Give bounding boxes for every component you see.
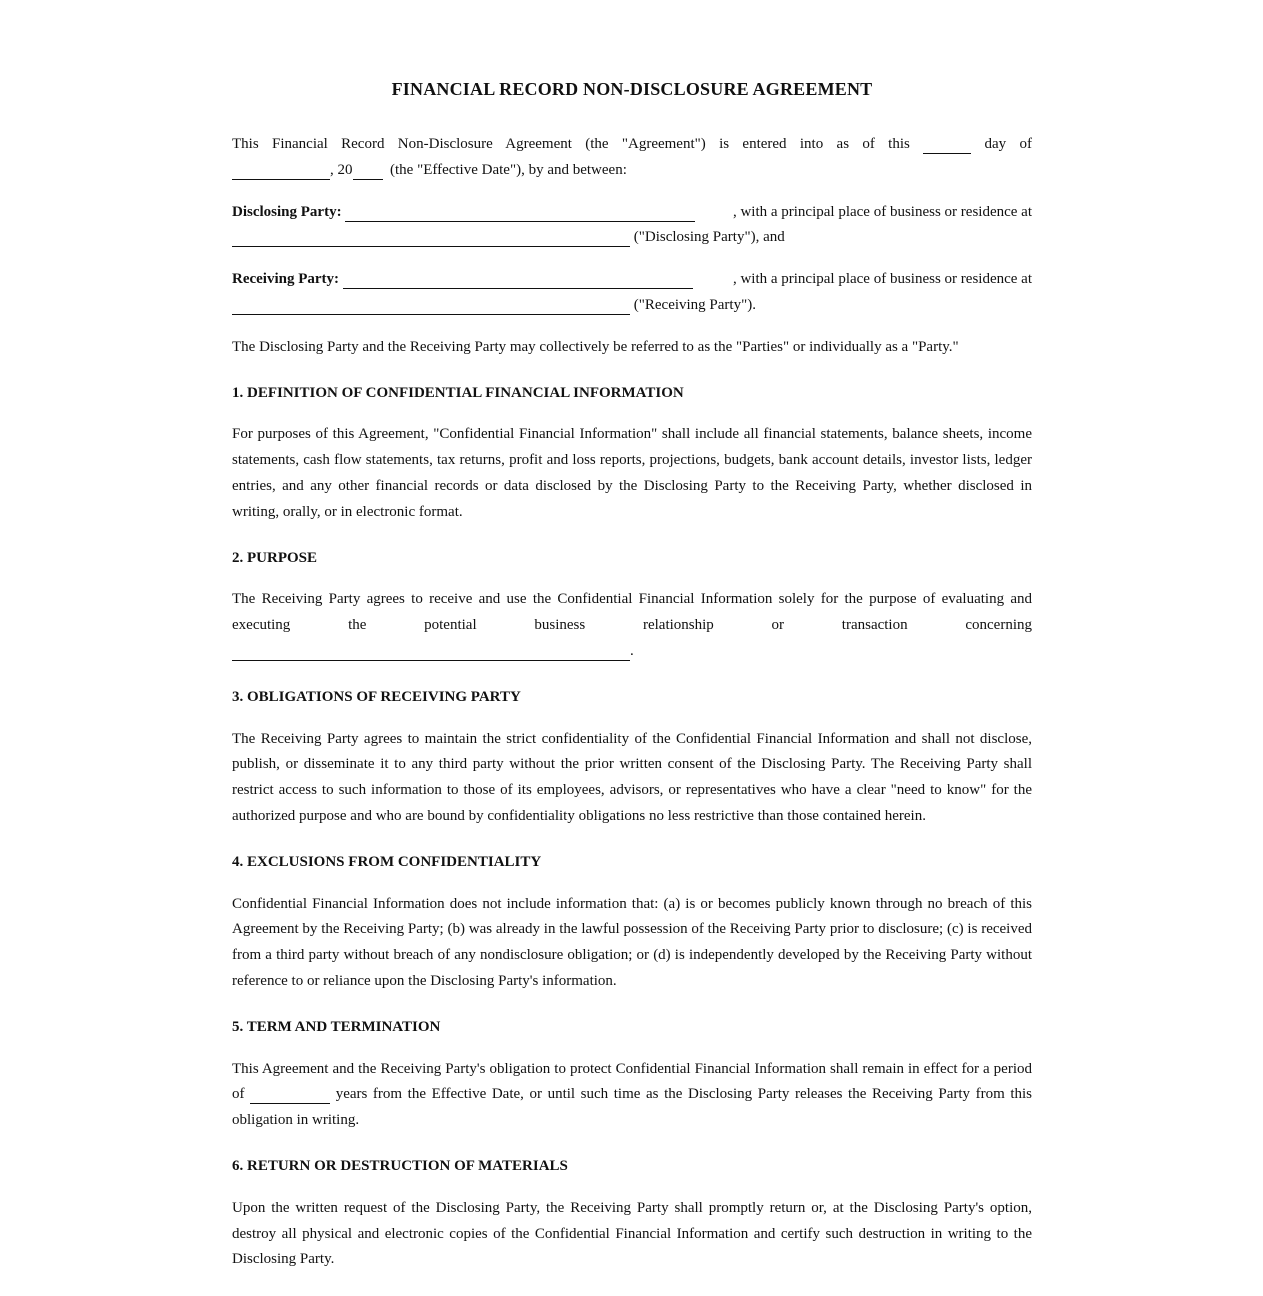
receiving-party-block [232,267,1032,319]
document-content [232,76,1032,1273]
month-blank[interactable] [232,159,330,180]
section-4-body: Confidential Financial Information does not include information that: (a) is or becomes publicly known through no breach of this Agreement by the Receiving Party; (b) was already in the lawful possession of the Receiving Party prior to disclosure; (c) is received from a third party without breach of any nondisclosure obligation; or (d) is independently developed by the Receiving Party without reference to or reliance upon the Disclosing Party's information. [232,895,1032,989]
disclosing-party-line-1 [232,200,1032,226]
day-blank[interactable] [923,133,971,154]
section-2-text: The Receiving Party agrees to receive and use the Confidential Financial Information solely for the purpose of evaluating and executing the potential business relationship or transaction concerning [232,591,1032,634]
section-2-body [232,587,1032,664]
disclosing-party-address-blank[interactable] [232,226,630,247]
intro-text-2: day of [984,136,1032,152]
disclosing-party-label: Disclosing Party: [232,203,342,220]
section-5-text-after: years from the Effective Date, or until such time as the Disclosing Party releases the Receiving Party from this obligation in writing. [232,1086,1033,1129]
section-5-body [232,1057,1032,1134]
disclosing-party-name-blank[interactable] [345,201,695,222]
section-3-body: The Receiving Party agrees to maintain the strict confidentiality of the Confidential Financial Information and shall not disclose, publish, or disseminate it to any third party without the prior written consent of the Disclosing Party. The Receiving Party shall restrict access to such information to those of its employees, advisors, or representatives who have a clear "need to know" for the authorized purpose and who are bound by confidentiality obligations no less restrictive than those contained herein. [232,730,1032,824]
document-title: FINANCIAL RECORD NON-DISCLOSURE AGREEMENT [391,79,873,99]
section-5-heading: 5. TERM AND TERMINATION [232,1018,441,1035]
receiving-party-name-group [232,267,693,293]
parties-note: The Disclosing Party and the Receiving Party may collectively be referred to as the "Parties" or individually as a "Party." [232,338,959,355]
purpose-blank[interactable] [232,640,630,661]
section-1-body: For purposes of this Agreement, "Confidential Financial Information" shall include all financial statements, balance sheets, income statements, cash flow statements, tax returns, profit and loss reports, projections, budgets, bank account details, investor lists, ledger entries, and any other financial records or data disclosed by the Disclosing Party to the Receiving Party, whether disclosed in writing, orally, or in electronic format. [232,426,1032,520]
receiving-party-after-name: , with a principal place of business or residence at [732,271,1032,288]
section-6-heading: 6. RETURN OR DESTRUCTION OF MATERIALS [232,1157,568,1174]
intro-text-4: (the "Effective Date"), by and between: [390,161,627,178]
term-years-blank[interactable] [250,1083,330,1104]
section-2-blank-line [232,639,1032,665]
disclosing-party-name-group [232,200,695,226]
section-3-heading: 3. OBLIGATIONS OF RECEIVING PARTY [232,688,521,705]
receiving-party-name-blank[interactable] [343,268,693,289]
disclosing-party-line-2 [232,225,1032,251]
disclosing-party-block [232,200,1032,252]
section-5-text-before: This Agreement and the Receiving Party's obligation to protect Confidential Financial Information shall remain in effect for a period of [232,1060,1032,1103]
receiving-party-after-address: ("Receiving Party"). [633,296,756,313]
receiving-party-line-1 [232,267,1032,293]
intro-text-1: This Financial Record Non-Disclosure Agreement (the "Agreement") is entered into as of this [232,136,910,152]
intro-text-3: , 20 [330,161,353,178]
disclosing-party-after-name: , with a principal place of business or residence at [732,203,1032,220]
receiving-party-address-blank[interactable] [232,294,630,315]
section-2-end: . [630,642,634,659]
disclosing-party-after-address: ("Disclosing Party"), and [633,229,785,246]
receiving-party-label: Receiving Party: [232,271,340,288]
section-2-heading: 2. PURPOSE [232,549,318,566]
intro-line-1 [232,132,1032,158]
section-6-body: Upon the written request of the Disclosing Party, the Receiving Party shall promptly return or, at the Disclosing Party's option, destroy all physical and electronic copies of the Confidential Financial Information and certify such destruction in writing to the Disclosing Party. [232,1199,1032,1268]
year-blank[interactable] [353,159,383,180]
receiving-party-line-2 [232,293,1032,319]
intro-line-2 [232,158,1032,184]
section-1-heading: 1. DEFINITION OF CONFIDENTIAL FINANCIAL INFORMATION [232,384,684,401]
intro-paragraph [232,132,1032,184]
section-4-heading: 4. EXCLUSIONS FROM CONFIDENTIALITY [232,853,542,870]
